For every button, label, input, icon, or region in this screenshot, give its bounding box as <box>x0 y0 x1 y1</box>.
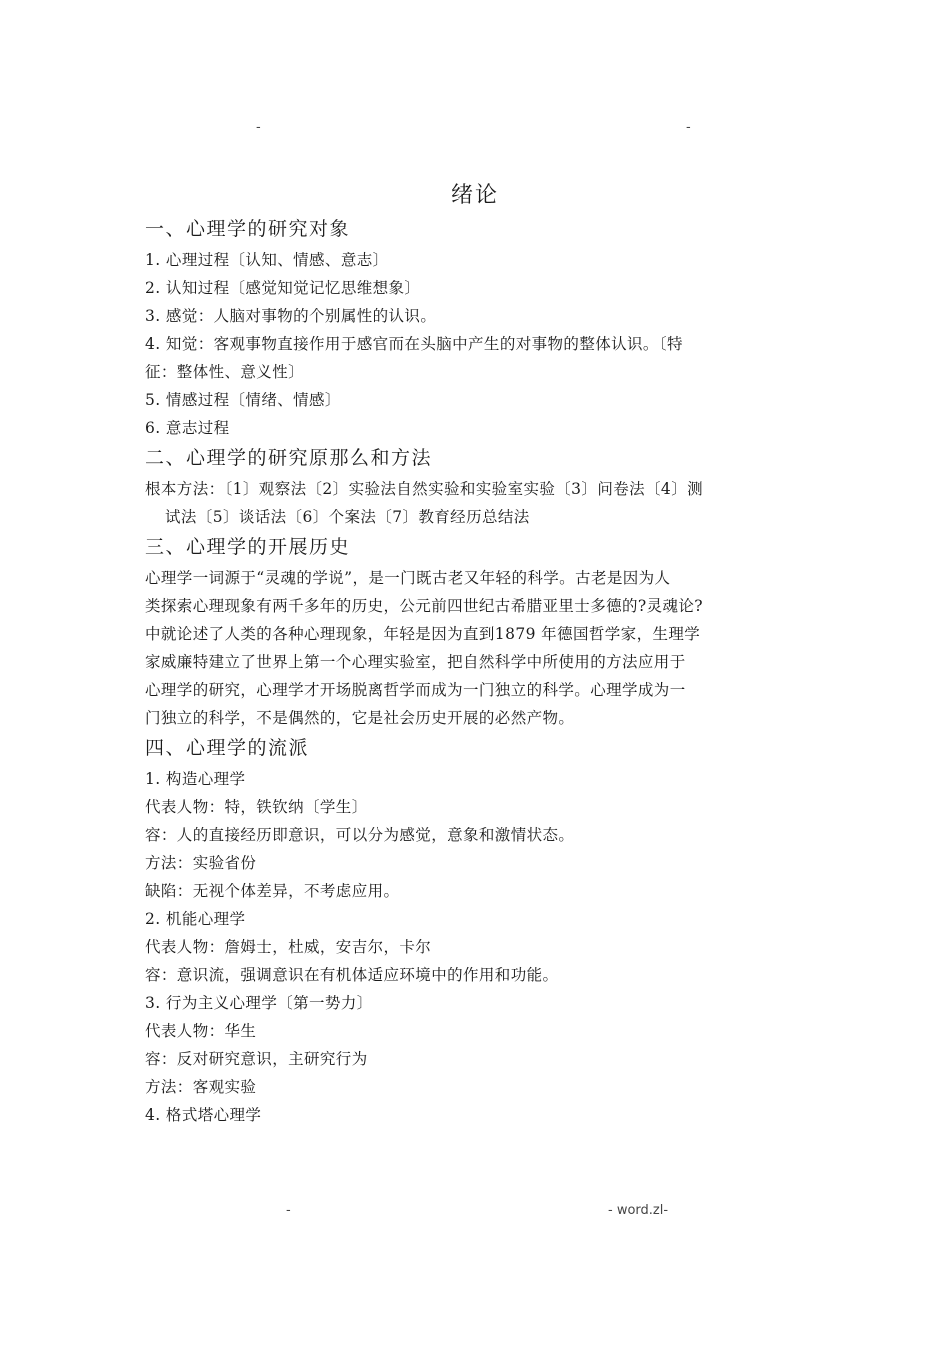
paragraph-line: 1. 构造心理学 <box>145 770 246 788</box>
paragraph-line: 中就论述了人类的各种心理现象，年轻是因为直到1879 年德国哲学家，生理学 <box>145 625 701 643</box>
paragraph-line: 容：人的直接经历即意识，可以分为感觉，意象和激情状态。 <box>145 826 575 844</box>
page-footer-right: - word.zl- <box>608 1203 669 1218</box>
paragraph-line: 4. 格式塔心理学 <box>145 1106 262 1124</box>
paragraph-line: 方法：客观实验 <box>145 1078 257 1096</box>
paragraph-line: 1. 心理过程〔认知、情感、意志〕 <box>145 251 389 269</box>
page-footer-left: - <box>286 1203 291 1218</box>
paragraph-line: 2. 认知过程〔感觉知觉记忆思维想象〕 <box>145 279 421 297</box>
page-header-left: - <box>256 120 261 135</box>
paragraph-line: 心理学的研究，心理学才开场脱离哲学而成为一门独立的科学。心理学成为一 <box>145 681 686 699</box>
section-heading-principles-methods: 二、心理学的研究原那么和方法 <box>145 447 433 469</box>
paragraph-line: 容：意识流，强调意识在有机体适应环境中的作用和功能。 <box>145 966 559 984</box>
document-title: 绪论 <box>450 183 499 208</box>
paragraph-line: 3. 行为主义心理学〔第一势力〕 <box>145 994 373 1012</box>
section-schools <box>145 765 810 1129</box>
paragraph-line: 心理学一词源于“灵魂的学说”，是一门既古老又年轻的科学。古老是因为人 <box>145 569 671 587</box>
paragraph-line: 家威廉特建立了世界上第一个心理实验室，把自然科学中所使用的方法应用于 <box>145 653 686 671</box>
paragraph-line: 4. 知觉：客观事物直接作用于感官而在头脑中产生的对事物的整体认识。〔特 <box>145 335 683 353</box>
section-heading-history: 三、心理学的开展历史 <box>145 536 351 558</box>
paragraph-line: 容：反对研究意识，主研究行为 <box>145 1050 368 1068</box>
paragraph-line: 门独立的科学，不是偶然的，它是社会历史开展的必然产物。 <box>145 709 575 727</box>
paragraph-line: 缺陷：无视个体差异，不考虑应用。 <box>145 882 400 900</box>
paragraph-line: 5. 情感过程〔情绪、情感〕 <box>145 391 341 409</box>
paragraph-line: 试法〔5〕谈话法〔6〕个案法〔7〕教育经历总结法 <box>165 508 530 526</box>
page-header-right: - <box>686 120 691 135</box>
section-principles-methods <box>145 475 810 531</box>
section-heading-schools: 四、心理学的流派 <box>145 737 310 759</box>
paragraph-line: 代表人物：特，铁钦纳〔学生〕 <box>145 798 368 816</box>
paragraph-line: 方法：实验省份 <box>145 854 257 872</box>
paragraph-line: 3. 感觉：人脑对事物的个别属性的认识。 <box>145 307 437 325</box>
paragraph-line: 根本方法：〔1〕观察法〔2〕实验法自然实验和实验室实验〔3〕问卷法〔4〕测 <box>145 480 703 498</box>
document-body <box>145 213 810 1129</box>
paragraph-line: 6. 意志过程 <box>145 419 230 437</box>
paragraph-line: 代表人物：詹姆士，杜威，安吉尔，卡尔 <box>145 938 432 956</box>
paragraph-line: 类探索心理现象有两千多年的历史，公元前四世纪古希腊亚里士多德的?灵魂论? <box>145 597 704 615</box>
section-research-object <box>145 246 810 442</box>
section-heading-research-object: 一、心理学的研究对象 <box>145 218 351 240</box>
paragraph-line: 征：整体性、意义性〕 <box>145 363 305 381</box>
paragraph-line: 2. 机能心理学 <box>145 910 246 928</box>
paragraph-line: 代表人物：华生 <box>145 1022 257 1040</box>
section-history <box>145 564 810 732</box>
